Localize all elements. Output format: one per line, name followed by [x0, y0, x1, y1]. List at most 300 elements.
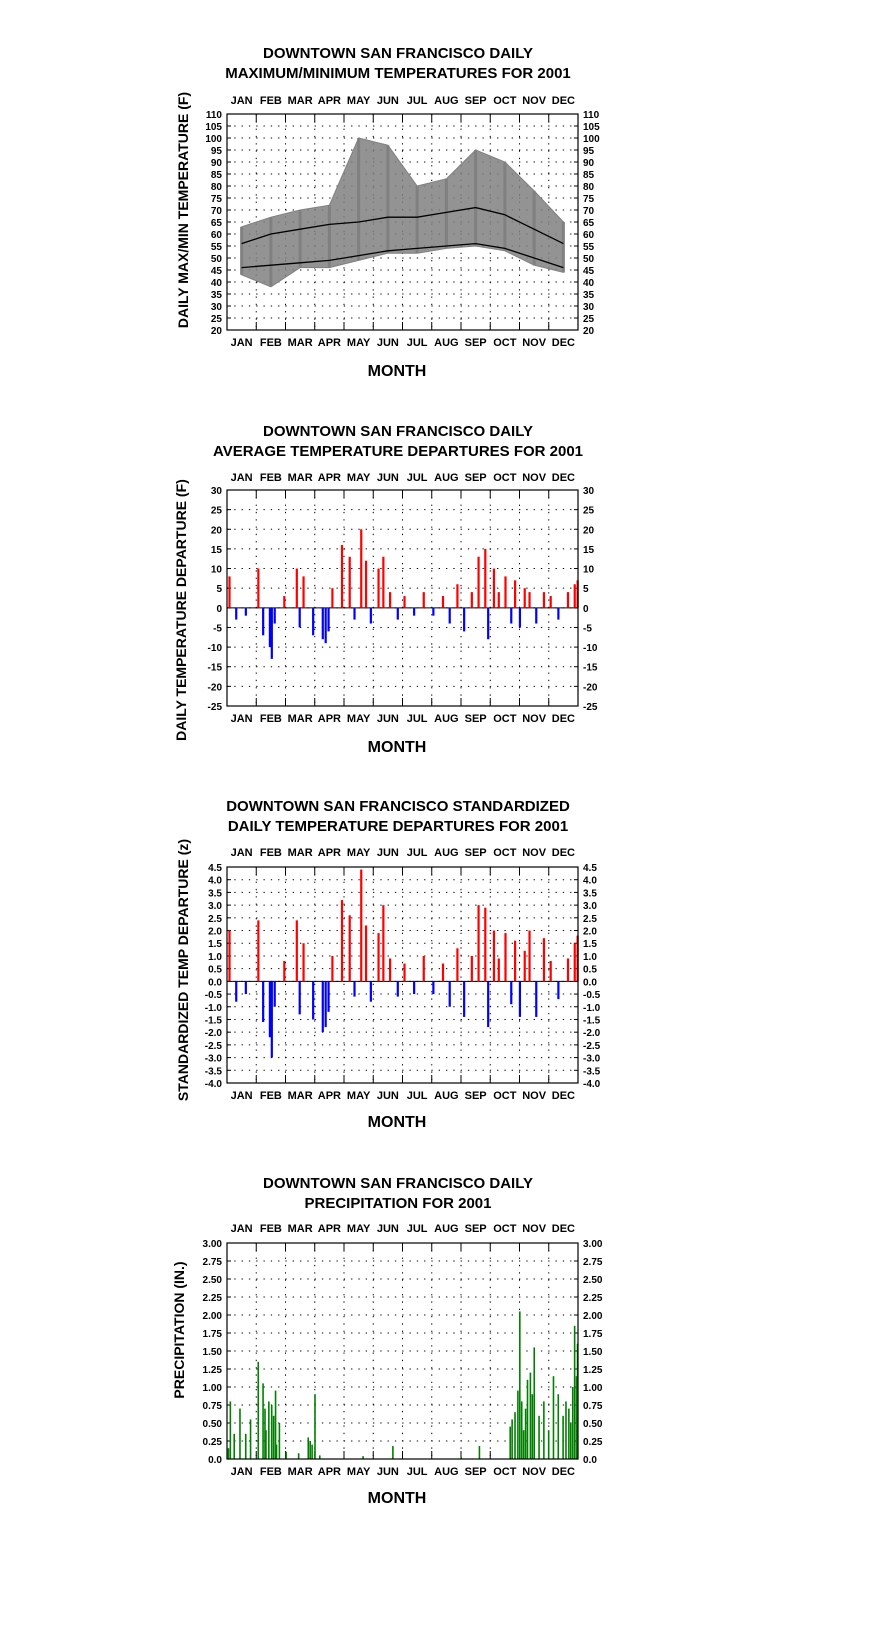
chart-2: [173, 423, 598, 756]
precip-bar: [514, 1412, 516, 1459]
month-label-bottom: NOV: [522, 713, 547, 725]
month-label-top: FEB: [259, 472, 282, 484]
departure-bar-positive: [498, 958, 500, 981]
precip-bar: [309, 1441, 311, 1459]
month-label-bottom: OCT: [493, 1090, 517, 1102]
ytick-label-left: -3.0: [204, 1053, 222, 1065]
ytick-label-right: 2.75: [583, 1257, 603, 1268]
precip-bar: [568, 1409, 570, 1459]
ytick-label-right: 1.50: [583, 1347, 603, 1358]
precip-bar: [517, 1391, 519, 1459]
precip-bar: [314, 1394, 316, 1459]
month-label-bottom: JAN: [230, 1090, 253, 1102]
ytick-label-right: 2.50: [583, 1275, 603, 1286]
month-label-top: OCT: [493, 95, 517, 107]
month-label-bottom: MAY: [346, 713, 371, 725]
departure-bar-negative: [325, 981, 327, 1027]
month-label-bottom: AUG: [434, 713, 459, 725]
ytick-label-left: 0.25: [202, 1437, 222, 1448]
departure-bar-positive: [341, 900, 343, 981]
chart-4: [171, 1175, 603, 1507]
ytick-label-left: 2.00: [202, 1311, 222, 1322]
month-label-top: AUG: [434, 95, 459, 107]
precip-bar: [527, 1380, 529, 1459]
month-label-bottom: JUN: [376, 1466, 399, 1478]
month-label-bottom: MAR: [287, 713, 313, 725]
precip-bar: [262, 1383, 264, 1459]
departure-bar-negative: [397, 608, 399, 620]
ytick-label-right: 2.00: [583, 1311, 603, 1322]
departure-bar-positive: [543, 938, 545, 981]
ytick-label-right: -3.0: [583, 1053, 601, 1065]
departure-bar-negative: [557, 981, 559, 999]
y-axis-label: DAILY MAX/MIN TEMPERATURE (F): [175, 91, 191, 329]
ytick-label-right: -10: [583, 643, 598, 655]
ytick-label-right: 0.0: [583, 1455, 597, 1466]
departure-bar-positive: [543, 592, 545, 608]
departure-bar-positive: [403, 596, 405, 608]
ytick-label-left: -20: [207, 682, 222, 694]
ytick-label-right: 90: [583, 158, 595, 169]
month-label-top: MAY: [346, 472, 371, 484]
departure-bar-positive: [574, 584, 576, 608]
ytick-label-left: 25: [210, 314, 222, 325]
departure-bar-positive: [528, 931, 530, 982]
y-axis-label: DAILY TEMPERATURE DEPARTURE (F): [173, 479, 189, 741]
ytick-label-left: 20: [210, 326, 222, 337]
ytick-label-right: 45: [583, 266, 595, 277]
departure-bar-positive: [524, 588, 526, 608]
departure-bar-positive: [389, 958, 391, 981]
month-label-top: FEB: [259, 95, 282, 107]
departure-bar-negative: [322, 608, 324, 639]
departure-bar-positive: [360, 529, 362, 608]
month-label-top: AUG: [434, 1223, 459, 1235]
ytick-label-right: 30: [583, 302, 595, 313]
departure-bar-negative: [432, 981, 434, 994]
precip-bar: [530, 1373, 532, 1459]
departure-bar-positive: [574, 943, 576, 981]
ytick-label-left: -1.5: [204, 1015, 222, 1027]
ytick-label-right: 50: [583, 254, 595, 265]
departure-bar-positive: [471, 592, 473, 608]
departure-bar-positive: [493, 569, 495, 608]
ytick-label-right: -4.0: [583, 1079, 601, 1090]
ytick-label-right: 3.0: [583, 901, 597, 913]
month-label-bottom: FEB: [259, 713, 282, 725]
departure-bar-negative: [245, 981, 247, 994]
month-label-top: NOV: [522, 472, 547, 484]
departure-bar-negative: [312, 981, 314, 1019]
departure-bar-negative: [397, 981, 399, 996]
ytick-label-left: 80: [210, 182, 222, 193]
precip-bar: [572, 1387, 574, 1459]
ytick-label-left: 1.25: [202, 1365, 222, 1376]
departure-bar-negative: [325, 608, 327, 643]
month-label-bottom: APR: [317, 713, 341, 725]
ytick-label-left: 0.50: [202, 1419, 222, 1430]
month-label-top: DEC: [551, 95, 575, 107]
departure-bar-positive: [477, 557, 479, 608]
ytick-label-right: 4.0: [583, 875, 597, 887]
month-label-bottom: JUN: [376, 1090, 399, 1102]
month-label-bottom: FEB: [259, 1090, 282, 1102]
ytick-label-left: 55: [210, 242, 222, 253]
precip-bar: [523, 1430, 525, 1459]
month-label-top: APR: [317, 847, 341, 859]
month-label-bottom: JUL: [406, 1466, 428, 1478]
departure-bar-positive: [365, 925, 367, 981]
departure-bar-positive: [349, 557, 351, 608]
departure-bar-positive: [504, 933, 506, 981]
ytick-label-right: 2.5: [583, 913, 597, 925]
ytick-label-left: 25: [210, 505, 222, 517]
departure-bar-negative: [510, 608, 512, 624]
month-label-bottom: MAR: [287, 1090, 313, 1102]
ytick-label-right: 0.50: [583, 1419, 603, 1430]
ytick-label-right: 1.25: [583, 1365, 603, 1376]
ytick-label-left: 4.0: [208, 875, 222, 887]
ytick-label-right: 2.25: [583, 1293, 603, 1304]
ytick-label-left: -4.0: [204, 1079, 222, 1090]
ytick-label-left: 0.5: [208, 964, 222, 976]
month-label-bottom: FEB: [259, 337, 282, 349]
chart-title-line-2: DAILY TEMPERATURE DEPARTURES FOR 2001: [227, 818, 569, 835]
ytick-label-left: 20: [210, 525, 222, 537]
chart-1: [175, 45, 600, 380]
chart-title-line-2: MAXIMUM/MINIMUM TEMPERATURES FOR 2001: [225, 65, 571, 82]
month-label-top: NOV: [522, 95, 547, 107]
precip-bar: [245, 1434, 247, 1459]
departure-bar-negative: [235, 981, 237, 1001]
month-label-top: FEB: [259, 1223, 282, 1235]
departure-bar-positive: [477, 905, 479, 981]
ytick-label-right: 20: [583, 326, 595, 337]
ytick-label-left: -3.5: [204, 1066, 222, 1078]
month-label-top: OCT: [493, 1223, 517, 1235]
departure-bar-negative: [262, 608, 264, 635]
ytick-label-right: 70: [583, 206, 595, 217]
ytick-label-left: 10: [210, 564, 222, 576]
ytick-label-right: 1.0: [583, 951, 597, 963]
month-label-top: JUL: [406, 847, 428, 859]
departure-bar-negative: [353, 608, 355, 620]
departure-bar-positive: [471, 956, 473, 981]
ytick-label-left: 45: [210, 266, 222, 277]
departure-bar-positive: [228, 576, 230, 607]
departure-bar-positive: [389, 592, 391, 608]
ytick-label-right: 0.0: [583, 977, 597, 989]
precip-bar: [285, 1452, 287, 1459]
ytick-label-right: 35: [583, 290, 595, 301]
departure-bar-positive: [456, 584, 458, 608]
departure-bar-negative: [449, 608, 451, 624]
precip-bar: [521, 1401, 523, 1459]
ytick-label-left: -10: [207, 643, 222, 655]
ytick-label-right: 100: [583, 134, 600, 145]
ytick-label-left: 30: [210, 486, 222, 497]
ytick-label-right: -15: [583, 662, 598, 674]
departure-bar-positive: [514, 941, 516, 982]
ytick-label-right: 0.5: [583, 964, 597, 976]
month-label-bottom: APR: [317, 337, 341, 349]
departure-bar-negative: [235, 608, 237, 620]
ytick-label-right: 10: [583, 564, 595, 576]
ytick-label-right: 0.75: [583, 1401, 603, 1412]
ytick-label-right: -0.5: [583, 990, 601, 1002]
month-label-bottom: AUG: [434, 1090, 459, 1102]
departure-bar-negative: [271, 981, 273, 1057]
ytick-label-left: 30: [210, 302, 222, 313]
month-label-top: AUG: [434, 472, 459, 484]
month-label-bottom: SEP: [464, 1090, 487, 1102]
departure-bar-positive: [377, 569, 379, 608]
departure-bar-positive: [442, 964, 444, 982]
ytick-label-left: 3.0: [208, 901, 222, 913]
month-label-top: JAN: [230, 847, 253, 859]
precip-bar: [233, 1434, 235, 1459]
ytick-label-right: 40: [583, 278, 595, 289]
departure-bar-positive: [377, 933, 379, 981]
departure-bar-negative: [413, 608, 415, 616]
month-label-bottom: NOV: [522, 337, 547, 349]
ytick-label-left: 90: [210, 158, 222, 169]
ytick-label-right: 95: [583, 146, 595, 157]
ytick-label-right: -25: [583, 702, 598, 713]
ytick-label-left: 50: [210, 254, 222, 265]
ytick-label-right: 0.25: [583, 1437, 603, 1448]
month-label-top: JUL: [406, 95, 428, 107]
departure-bar-positive: [283, 596, 285, 608]
departure-bar-negative: [312, 608, 314, 635]
precip-bar: [298, 1453, 300, 1459]
ytick-label-right: 0: [583, 603, 589, 615]
departure-bar-positive: [550, 961, 552, 981]
ytick-label-left: 70: [210, 206, 222, 217]
ytick-label-right: 65: [583, 218, 595, 229]
ytick-label-right: 60: [583, 230, 595, 241]
departure-bar-positive: [257, 569, 259, 608]
chart-title-line-2: AVERAGE TEMPERATURE DEPARTURES FOR 2001: [212, 443, 584, 460]
departure-bar-negative: [327, 608, 329, 632]
departure-bar-negative: [557, 608, 559, 620]
precip-bar: [307, 1437, 309, 1459]
ytick-label-left: 4.5: [208, 863, 222, 874]
ytick-label-left: -0.5: [204, 990, 222, 1002]
ytick-label-left: 1.5: [208, 939, 222, 951]
departure-bar-positive: [296, 920, 298, 981]
departure-bar-positive: [498, 592, 500, 608]
departure-bar-negative: [269, 608, 271, 647]
month-label-bottom: JUL: [406, 713, 428, 725]
departure-bar-positive: [341, 545, 343, 608]
departure-bar-negative: [274, 608, 276, 624]
precip-bar: [257, 1362, 259, 1459]
precip-bar: [271, 1405, 273, 1459]
month-label-bottom: JUN: [376, 337, 399, 349]
y-axis-label: STANDARDIZED TEMP DEPARTURE (z): [175, 838, 191, 1102]
precip-bar: [511, 1419, 513, 1459]
precip-bar: [509, 1427, 511, 1459]
ytick-label-left: 2.50: [202, 1275, 222, 1286]
ytick-label-left: 1.50: [202, 1347, 222, 1358]
precip-bar: [553, 1376, 555, 1459]
ytick-label-left: 85: [210, 170, 222, 181]
month-label-bottom: MAR: [287, 337, 313, 349]
departure-bar-positive: [302, 576, 304, 607]
precip-bar: [525, 1409, 527, 1459]
ytick-label-left: 3.5: [208, 888, 222, 900]
precip-bar: [265, 1430, 267, 1459]
departure-bar-negative: [463, 981, 465, 1017]
precip-bar: [239, 1409, 241, 1459]
month-label-top: DEC: [551, 472, 575, 484]
x-axis-label: MONTH: [367, 1490, 427, 1507]
month-label-bottom: JAN: [230, 337, 253, 349]
ytick-label-right: -2.0: [583, 1028, 601, 1040]
departure-bar-positive: [484, 549, 486, 608]
ytick-label-left: 2.5: [208, 913, 222, 925]
month-label-bottom: NOV: [522, 1466, 547, 1478]
departure-bar-negative: [370, 981, 372, 1001]
month-label-bottom: APR: [317, 1466, 341, 1478]
precip-bar: [557, 1394, 559, 1459]
departure-bar-negative: [269, 981, 271, 1037]
chart-title-line-1: DOWNTOWN SAN FRANCISCO DAILY: [263, 45, 533, 62]
ytick-label-right: 105: [583, 122, 600, 133]
month-label-top: MAR: [287, 472, 313, 484]
month-label-bottom: APR: [317, 1090, 341, 1102]
month-label-top: JAN: [230, 1223, 253, 1235]
ytick-label-right: 3.00: [583, 1239, 603, 1250]
x-axis-label: MONTH: [367, 363, 427, 380]
ytick-label-right: 1.75: [583, 1329, 603, 1340]
ytick-label-left: 100: [205, 134, 222, 145]
ytick-label-right: 110: [583, 110, 600, 121]
departure-bar-negative: [299, 608, 301, 628]
month-label-bottom: OCT: [493, 1466, 517, 1478]
chart-title-line-1: DOWNTOWN SAN FRANCISCO STANDARDIZED: [226, 798, 570, 815]
ytick-label-left: -2.0: [204, 1028, 222, 1040]
ytick-label-right: -1.0: [583, 1002, 601, 1014]
month-label-top: JUL: [406, 1223, 428, 1235]
departure-bar-positive: [456, 948, 458, 981]
precip-bar: [562, 1416, 564, 1459]
ytick-label-left: 60: [210, 230, 222, 241]
precip-bar: [392, 1446, 394, 1459]
departure-bar-positive: [283, 961, 285, 981]
ytick-label-left: 0.0: [208, 1455, 222, 1466]
departure-bar-positive: [528, 592, 530, 608]
month-label-bottom: SEP: [464, 337, 487, 349]
month-label-bottom: NOV: [522, 1090, 547, 1102]
precip-bar: [533, 1347, 535, 1459]
month-label-top: MAR: [287, 847, 313, 859]
precip-bar: [570, 1423, 572, 1459]
departure-bar-positive: [403, 964, 405, 982]
ytick-label-left: 65: [210, 218, 222, 229]
month-label-bottom: DEC: [551, 1090, 575, 1102]
ytick-label-left: 2.25: [202, 1293, 222, 1304]
month-label-top: APR: [317, 1223, 341, 1235]
month-label-top: APR: [317, 472, 341, 484]
departure-bar-positive: [365, 561, 367, 608]
ytick-label-left: 110: [205, 110, 222, 121]
departure-bar-negative: [245, 608, 247, 616]
departure-bar-positive: [331, 956, 333, 981]
departure-bar-negative: [299, 981, 301, 1014]
ytick-label-right: 3.5: [583, 888, 597, 900]
precip-bar: [230, 1401, 232, 1459]
departure-bar-positive: [382, 557, 384, 608]
departure-bar-positive: [349, 915, 351, 981]
month-label-top: DEC: [551, 847, 575, 859]
ytick-label-left: 95: [210, 146, 222, 157]
x-axis-label: MONTH: [367, 1114, 427, 1131]
ytick-label-left: -25: [207, 702, 222, 713]
precip-bar: [519, 1311, 521, 1459]
month-label-top: JAN: [230, 472, 253, 484]
departure-bar-positive: [514, 580, 516, 607]
ytick-label-left: 2.0: [208, 926, 222, 938]
ytick-label-right: 1.5: [583, 939, 597, 951]
ytick-label-right: -3.5: [583, 1066, 601, 1078]
precip-bar: [548, 1430, 550, 1459]
departure-bar-negative: [519, 608, 521, 628]
departure-bar-negative: [327, 981, 329, 1011]
month-label-top: MAY: [346, 95, 371, 107]
departure-bar-positive: [331, 588, 333, 608]
departure-bar-negative: [271, 608, 273, 659]
ytick-label-left: 0.0: [208, 977, 222, 989]
precip-bar: [276, 1445, 278, 1459]
month-label-top: SEP: [464, 1223, 487, 1235]
y-axis-label: PRECIPITATION (IN.): [171, 1261, 187, 1399]
ytick-label-right: 15: [583, 544, 595, 556]
departure-bar-positive: [423, 592, 425, 608]
precip-bar: [311, 1445, 313, 1459]
ytick-label-left: 75: [210, 194, 222, 205]
ytick-label-right: 20: [583, 525, 595, 537]
chart-title-line-1: DOWNTOWN SAN FRANCISCO DAILY: [263, 1175, 533, 1192]
month-label-top: NOV: [522, 847, 547, 859]
month-label-bottom: MAR: [287, 1466, 313, 1478]
ytick-label-right: -1.5: [583, 1015, 601, 1027]
precip-bar: [538, 1416, 540, 1459]
ytick-label-left: 0: [216, 603, 222, 615]
month-label-top: SEP: [464, 847, 487, 859]
departure-bar-negative: [519, 981, 521, 1017]
precip-bar: [279, 1423, 281, 1459]
ytick-label-left: -15: [207, 662, 222, 674]
month-label-top: SEP: [464, 95, 487, 107]
ytick-label-left: 15: [210, 544, 222, 556]
ytick-label-left: -2.5: [204, 1040, 222, 1052]
month-label-top: MAY: [346, 847, 371, 859]
departure-bar-negative: [487, 608, 489, 639]
departure-bar-negative: [432, 608, 434, 616]
ytick-label-right: -2.5: [583, 1040, 601, 1052]
ytick-label-right: 1.00: [583, 1383, 603, 1394]
month-label-bottom: JUN: [376, 713, 399, 725]
chart-3: [175, 798, 601, 1131]
month-label-top: AUG: [434, 847, 459, 859]
month-label-bottom: JUL: [406, 1090, 428, 1102]
month-label-bottom: JUL: [406, 337, 428, 349]
ytick-label-right: 55: [583, 242, 595, 253]
ytick-label-right: 25: [583, 505, 595, 517]
departure-bar-positive: [493, 931, 495, 982]
